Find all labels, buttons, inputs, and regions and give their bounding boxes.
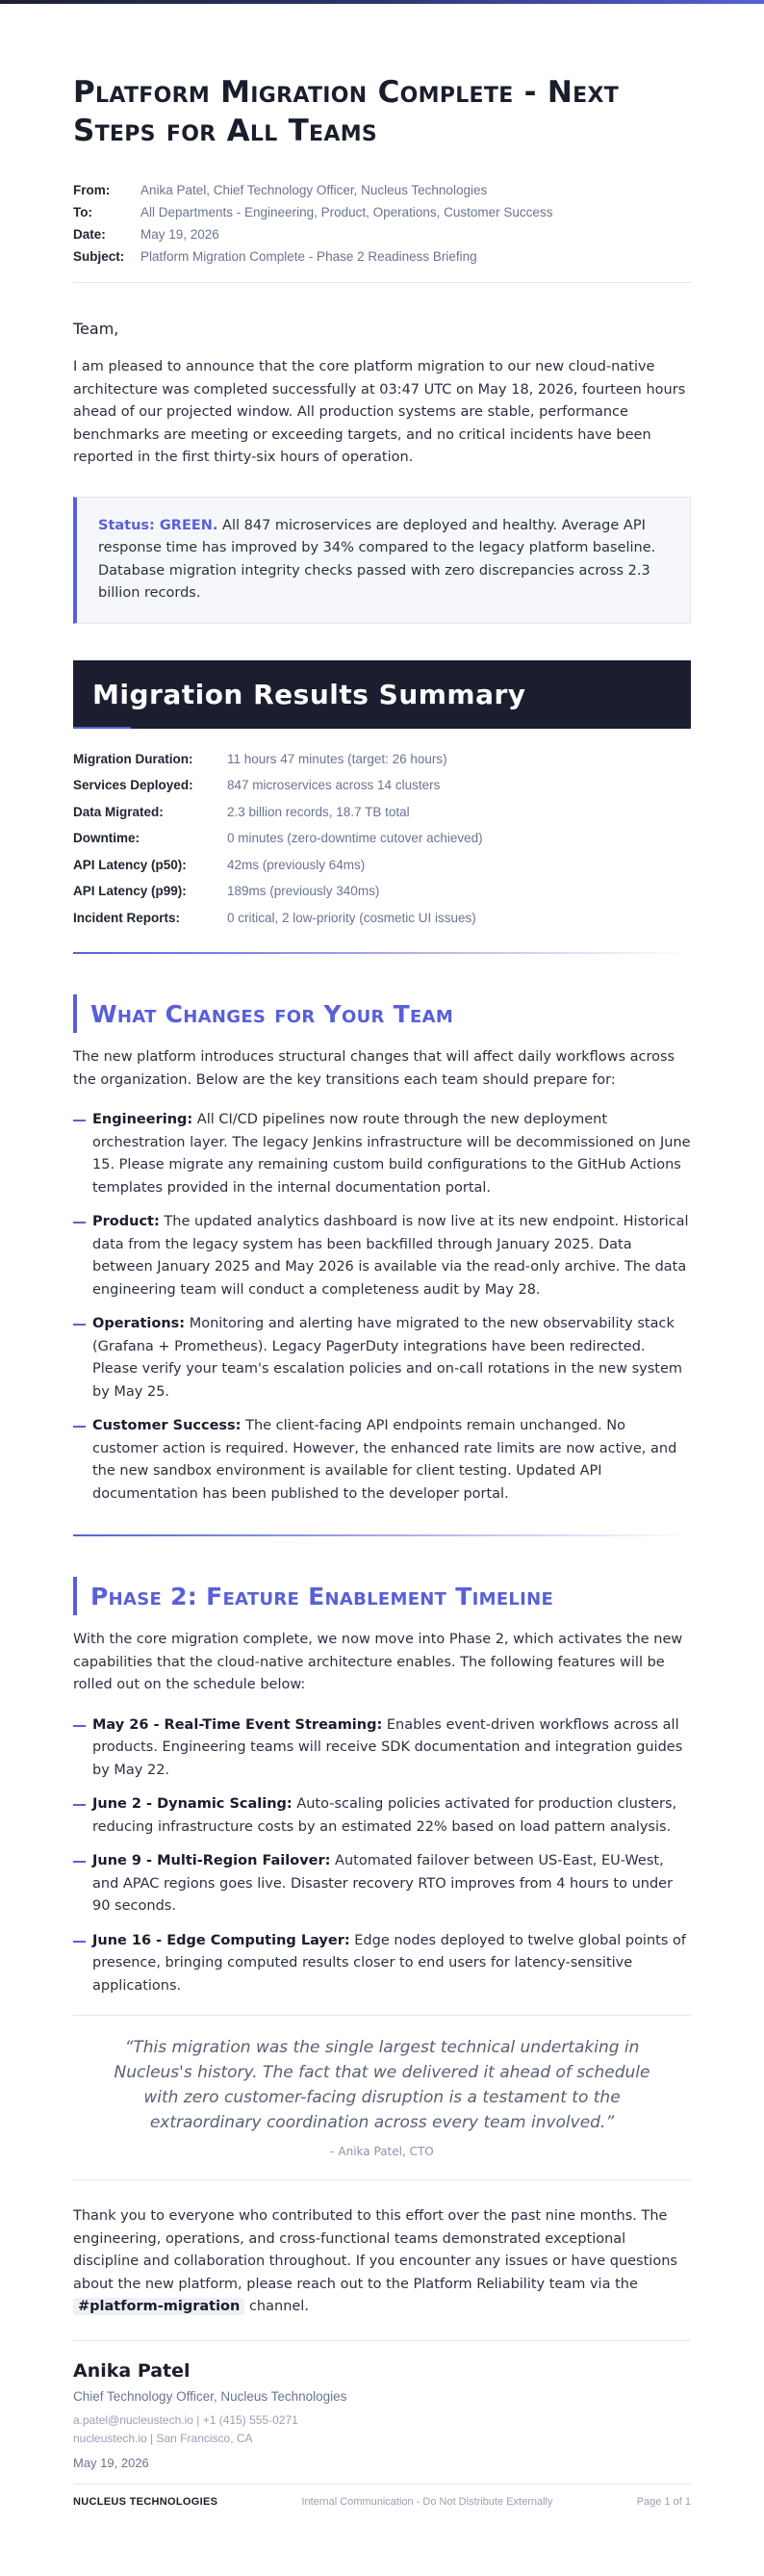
results-row xyxy=(73,852,691,879)
item-lead: June 2 - Dynamic Scaling: xyxy=(92,1796,293,1812)
section-divider xyxy=(73,1534,691,1536)
pull-quote xyxy=(73,2015,691,2180)
meta-value: May 19, 2026 xyxy=(140,227,219,242)
results-row xyxy=(73,772,691,799)
status-text: All 847 microservices are deployed and healthy. Average API response time has improved by 34% compared to the legacy platform baseline. Database migration integrity checks passed with zero discrepancies across 2.3 billion records. xyxy=(98,517,656,601)
meta-label: Date: xyxy=(73,227,106,242)
results-value: 847 microservices across 14 clusters xyxy=(227,778,441,792)
signature-contact xyxy=(73,2411,691,2448)
results-label: Services Deployed: xyxy=(73,778,193,792)
signature-date: May 19, 2026 xyxy=(73,2455,149,2470)
results-label: Data Migrated: xyxy=(73,804,164,819)
channel-tag: #platform-migration xyxy=(73,2298,244,2315)
item-text: Edge nodes deployed to twelve global points of presence, bringing computed results closer to end users for latency-sensitive applications. xyxy=(92,1932,686,1994)
results-banner xyxy=(73,660,691,729)
signature-website-location: nucleustech.io | San Francisco, CA xyxy=(73,2431,253,2445)
signature-block xyxy=(73,2360,691,2470)
memo-header-meta xyxy=(73,179,691,268)
results-row xyxy=(73,905,691,932)
list-item xyxy=(73,1415,691,1506)
quote-text: “This migration was the single largest technical undertaking in Nucleus's history. The fact that we delivered it ahead of schedule with zero customer-facing disruption is a testament to the extraordinary coordination across every team involved.” xyxy=(114,2038,650,2132)
results-label: Incident Reports: xyxy=(73,910,181,925)
footer-page-number: Page 1 of 1 xyxy=(636,2496,691,2508)
results-title: Migration Results Summary xyxy=(92,678,526,710)
results-label: API Latency (p99): xyxy=(73,884,187,898)
phase2-intro: With the core migration complete, we now move into Phase 2, which activates the new capabilities that the cloud-native architecture enables. The following features will be rolled out on the schedule below: xyxy=(73,1632,683,1692)
signature-email-phone: a.patel@nucleustech.io | +1 (415) 555-0271 xyxy=(73,2412,298,2427)
section-heading-changes: What Changes for Your Team xyxy=(73,994,691,1033)
list-item xyxy=(73,1850,691,1919)
changes-list xyxy=(73,1109,691,1506)
item-text: Automated failover between US-East, EU-West, and APAC regions goes live. Disaster recovery RTO improves from 4 hours to under 90 seconds. xyxy=(92,1853,674,1914)
status-badge: Status: GREEN. xyxy=(98,517,218,533)
signature-title: Chief Technology Officer, Nucleus Technologies xyxy=(73,2388,347,2404)
results-value: 0 minutes (zero-downtime cutover achieved) xyxy=(227,831,483,845)
list-item xyxy=(73,1211,691,1301)
status-callout xyxy=(73,497,691,624)
item-text: The client-facing API endpoints remain unchanged. No customer action is required. However, the enhanced rate limits are now active, and the new sandbox environment is available for client testing. Updated API documentation has been published to the developer portal. xyxy=(92,1418,677,1502)
results-row xyxy=(73,746,691,773)
item-text: The updated analytics dashboard is now live at its new endpoint. Historical data from the legacy system has been backfilled through January 2025. Data between January 2025 and May 2026 is available via the read-only archive. The data engineering team will conduct a completeness audit by May 28. xyxy=(92,1214,689,1298)
item-text: All CI/CD pipelines now route through the new deployment orchestration layer. The legacy Jenkins infrastructure will be decommissioned on June 15. Please migrate any remaining custom build configurations to the GitHub Actions templates provided in the internal documentation portal. xyxy=(92,1112,691,1196)
item-lead: June 16 - Edge Computing Layer: xyxy=(92,1932,350,1948)
meta-label: Subject: xyxy=(73,249,125,264)
results-value: 42ms (previously 64ms) xyxy=(227,857,366,872)
results-value: 189ms (previously 340ms) xyxy=(227,884,380,898)
item-lead: Operations: xyxy=(92,1316,186,1331)
item-text: Auto-scaling policies activated for production clusters, reducing infrastructure costs by an estimated 22% based on load pattern analysis. xyxy=(92,1796,677,1835)
divider xyxy=(73,2340,691,2341)
item-lead: Product: xyxy=(92,1214,160,1229)
meta-label: To: xyxy=(73,205,92,219)
results-row xyxy=(73,878,691,905)
greeting: Team, xyxy=(73,320,119,338)
meta-value: All Departments - Engineering, Product, Operations, Customer Success xyxy=(140,205,553,219)
divider xyxy=(73,282,691,283)
page-footer xyxy=(73,2484,691,2508)
list-item xyxy=(73,1313,691,1404)
meta-date xyxy=(73,223,691,245)
memo-title: Platform Migration Complete - Next Steps for All Teams xyxy=(73,75,620,148)
list-item xyxy=(73,1714,691,1783)
meta-subject xyxy=(73,245,691,268)
meta-value: Anika Patel, Chief Technology Officer, Nucleus Technologies xyxy=(140,183,488,197)
signature-name: Anika Patel xyxy=(73,2359,191,2382)
list-item xyxy=(73,1793,691,1839)
item-lead: Engineering: xyxy=(92,1112,193,1127)
results-value: 2.3 billion records, 18.7 TB total xyxy=(227,804,410,819)
closing-text: Thank you to everyone who contributed to this effort over the past nine months. The engineering, operations, and cross-functional teams demonstrated exceptional discipline and collaboration throughout. If you encounter any issues or have questions about the new platform, please reach out to the Platform Reliability team via the xyxy=(73,2208,677,2292)
results-row xyxy=(73,825,691,852)
item-lead: Customer Success: xyxy=(92,1418,242,1433)
footer-note: Internal Communication - Do Not Distribute Externally xyxy=(301,2496,553,2508)
closing-paragraph xyxy=(73,2205,691,2319)
phase2-list xyxy=(73,1714,691,1998)
meta-label: From: xyxy=(73,183,111,197)
section-heading-phase2: Phase 2: Feature Enablement Timeline xyxy=(73,1577,691,1615)
item-lead: June 9 - Multi-Region Failover: xyxy=(92,1853,331,1868)
changes-intro: The new platform introduces structural changes that will affect daily workflows across the organization. Below are the key transitions each team should prepare for: xyxy=(73,1049,675,1088)
list-item xyxy=(73,1109,691,1199)
results-row xyxy=(73,799,691,826)
results-label: Downtime: xyxy=(73,831,140,845)
item-text: Enables event-driven workflows across all products. Engineering teams will receive SDK documentation and integration guides by May 22. xyxy=(92,1716,683,1778)
meta-to xyxy=(73,201,691,223)
meta-from xyxy=(73,179,691,201)
section-divider xyxy=(73,952,691,954)
quote-attribution: - Anika Patel, CTO xyxy=(330,2145,434,2158)
results-value: 11 hours 47 minutes (target: 26 hours) xyxy=(227,751,447,766)
results-label: API Latency (p50): xyxy=(73,857,187,872)
memo-page xyxy=(0,4,764,2576)
intro-paragraph: I am pleased to announce that the core platform migration to our new cloud-native architecture was completed successfully at 03:47 UTC on May 18, 2026, fourteen hours ahead of our projected window. All production systems are stable, performance benchmarks are meeting or exceeding targets, and no critical incidents have been reported in the first thirty-six hours of operation. xyxy=(73,359,686,465)
results-table xyxy=(73,746,691,932)
item-text: Monitoring and alerting have migrated to the new observability stack (Grafana + Prometheus). Legacy PagerDuty integrations have been redirected. Please verify your team's escalation policies and on-call rotations in the new system by May 25. xyxy=(92,1316,682,1400)
footer-brand: NUCLEUS TECHNOLOGIES xyxy=(73,2496,218,2508)
list-item xyxy=(73,1930,691,1998)
closing-text-end: channel. xyxy=(244,2299,309,2314)
meta-value: Platform Migration Complete - Phase 2 Readiness Briefing xyxy=(140,249,477,264)
results-label: Migration Duration: xyxy=(73,751,193,766)
results-value: 0 critical, 2 low-priority (cosmetic UI issues) xyxy=(227,910,476,925)
item-lead: May 26 - Real-Time Event Streaming: xyxy=(92,1716,383,1733)
